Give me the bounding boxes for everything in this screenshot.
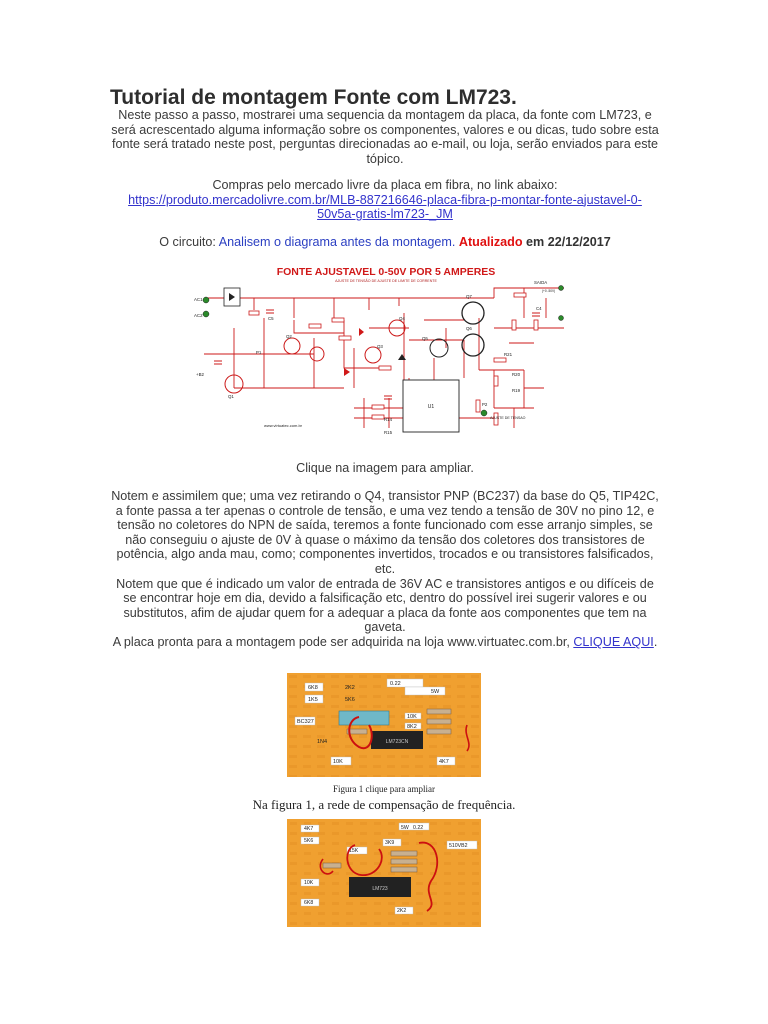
pcb1-label-9: 8K2 bbox=[407, 724, 417, 730]
pcb1-label-5: 1N4 bbox=[317, 739, 328, 745]
schematic-subtitle: AJUSTE DE TENSÃO DE AJUSTE DE LIMITE DE CORRENTE bbox=[335, 279, 437, 283]
circuit-prefix: O circuito: bbox=[159, 235, 219, 249]
label-ac2: AC2 bbox=[194, 313, 203, 318]
pcb2-label-0: 4K7 bbox=[304, 826, 314, 832]
label-r21: R21 bbox=[504, 352, 513, 357]
pcb1-ic-text: LM723CN bbox=[385, 739, 409, 745]
label-r20: R20 bbox=[512, 372, 521, 377]
pcb1-label-6: 10K bbox=[333, 759, 343, 765]
label-q4: Q4 bbox=[399, 316, 405, 321]
analyze-text: Analisem o diagrama antes da montagem. bbox=[218, 235, 456, 249]
notes-p1: Notem e assimilem que; uma vez retirando o Q4, transistor PNP (BC237) da base do Q5, TIP42C, a fonte passa a ter apenas o controle de tensão, e uma vez tendo a tensão de 30V no pino 12, e tensão no coletores do NPN de saída, teremos a fonte funcionado com esse arranjo simples, se não conseguiu o ajuste de 0V à quase o máximo da tensão dos coletores dos transistores de potência, algo anda mau, como; componentes invertidos, trocados e ou transistores falsificados, etc. bbox=[111, 489, 659, 576]
pcb2-label-1: 5W bbox=[401, 825, 409, 831]
label-output: SAIDA bbox=[534, 280, 548, 285]
label-c4: C4 bbox=[536, 306, 542, 311]
mercadolivre-link-line2: 50v5a-gratis-lm723-_JM bbox=[317, 207, 453, 222]
label-q3: Q3 bbox=[377, 344, 383, 349]
label-r15: R15 bbox=[384, 430, 393, 435]
label-r19: R19 bbox=[512, 388, 521, 393]
pcb2-label-3: 5K6 bbox=[304, 838, 314, 844]
label-q6: Q6 bbox=[466, 326, 472, 331]
label-q2: Q2 bbox=[286, 334, 292, 339]
pcb2-label-6: 510VB2 bbox=[449, 843, 468, 849]
label-output-detail: (+0..50V) bbox=[542, 289, 556, 293]
pcb2-label-4: 15K bbox=[349, 848, 359, 854]
mercadolivre-link-line1: https://produto.mercadolivre.com.br/MLB-887216646-placa-fibra-p-montar-fonte-ajustavel-0- bbox=[128, 192, 642, 207]
page-title: Tutorial de montagem Fonte com LM723. bbox=[110, 86, 517, 109]
pcb1-label-8: 10K bbox=[407, 714, 417, 720]
pcb1-label-2: 0.22 bbox=[390, 681, 401, 687]
intro-paragraph: Neste passo a passo, mostrarei uma sequencia da montagem da placa, da fonte com LM723, e será acrescentado alguma informação sobre os componentes, valores e ou dicas, tudo sobre esta fonte será tratado neste post, perguntas direcionadas ao e-mail, ou loja, serão enviados para este tópico. bbox=[111, 108, 659, 166]
label-q5: Q5 bbox=[422, 336, 428, 341]
purchase-paragraph bbox=[108, 178, 662, 222]
pcb2-ic-text: LM723 bbox=[372, 886, 388, 892]
clique-aqui-link[interactable]: CLIQUE AQUI bbox=[573, 634, 654, 649]
notes-section bbox=[108, 489, 662, 650]
pcb-photo-1[interactable] bbox=[287, 673, 481, 777]
notes-p3: A placa pronta para a montagem pode ser adquirida na loja www.virtuatec.com.br, bbox=[112, 634, 574, 649]
pcb2-label-8: 6K8 bbox=[304, 900, 314, 906]
schematic-site: www.virtuatec.com.br bbox=[264, 423, 303, 428]
pcb1-capacitor bbox=[339, 711, 389, 725]
pcb1-label-10: 2K2 bbox=[345, 685, 355, 691]
pcb2-label-5: 3K9 bbox=[385, 840, 395, 846]
pcb2-label-9: 2K2 bbox=[397, 908, 407, 914]
pcb1-label-3: 5W bbox=[431, 689, 440, 695]
schematic-diagram[interactable] bbox=[194, 258, 578, 440]
pcb1-label-7: 4K7 bbox=[439, 759, 449, 765]
pcb1-label-1: 1K5 bbox=[308, 697, 318, 703]
mercadolivre-link[interactable] bbox=[128, 193, 642, 222]
click-caption: Clique na imagem para ampliar. bbox=[296, 461, 474, 475]
label-q1: Q1 bbox=[228, 394, 234, 399]
figure-caption-large: Na figura 1, a rede de compensação de frequência. bbox=[252, 797, 516, 812]
label-c5: C5 bbox=[268, 316, 274, 321]
label-q7: Q7 bbox=[466, 294, 472, 299]
purchase-text: Compras pelo mercado livre da placa em fibra, no link abaixo: bbox=[212, 178, 558, 192]
pcb1-label-4: BC327 bbox=[297, 719, 314, 725]
pcb2-label-2: 0.22 bbox=[413, 825, 424, 831]
notes-p2: Notem que que é indicado um valor de entrada de 36V AC e transistores antigos e ou difíceis de se encontrar hoje em dia, devido a falsificação etc, dentro do possível irei sugerir valores e ou substitutos, afim de ajudar quem for a adequar a placa da fonte aos componentes que tem na gaveta. bbox=[116, 576, 654, 635]
updated-date: em 22/12/2017 bbox=[522, 235, 611, 249]
label-adjust: AJUSTE DE TENSAO bbox=[490, 416, 526, 420]
label-p2: P2 bbox=[482, 402, 488, 407]
circuit-line bbox=[108, 235, 662, 250]
label-p1: P1 bbox=[256, 350, 262, 355]
schematic-title: FONTE AJUSTAVEL 0-50V POR 5 AMPERES bbox=[276, 266, 496, 278]
label-ac1: AC1 bbox=[194, 297, 203, 302]
pcb1-label-11: 5K6 bbox=[345, 697, 355, 703]
updated-label: Atualizado bbox=[458, 235, 523, 249]
figure-caption-small[interactable]: Figura 1 clique para ampliar bbox=[333, 784, 435, 794]
pcb-photo-2[interactable] bbox=[287, 819, 481, 927]
pcb2-label-7: 10K bbox=[304, 880, 314, 886]
label-plus-b2: +B2 bbox=[196, 372, 204, 377]
pcb1-label-0: 6K8 bbox=[308, 685, 318, 691]
schematic-ic-label: U1 bbox=[427, 404, 435, 410]
notes-p3-end: . bbox=[653, 634, 658, 649]
label-r14: R14 bbox=[384, 417, 393, 422]
